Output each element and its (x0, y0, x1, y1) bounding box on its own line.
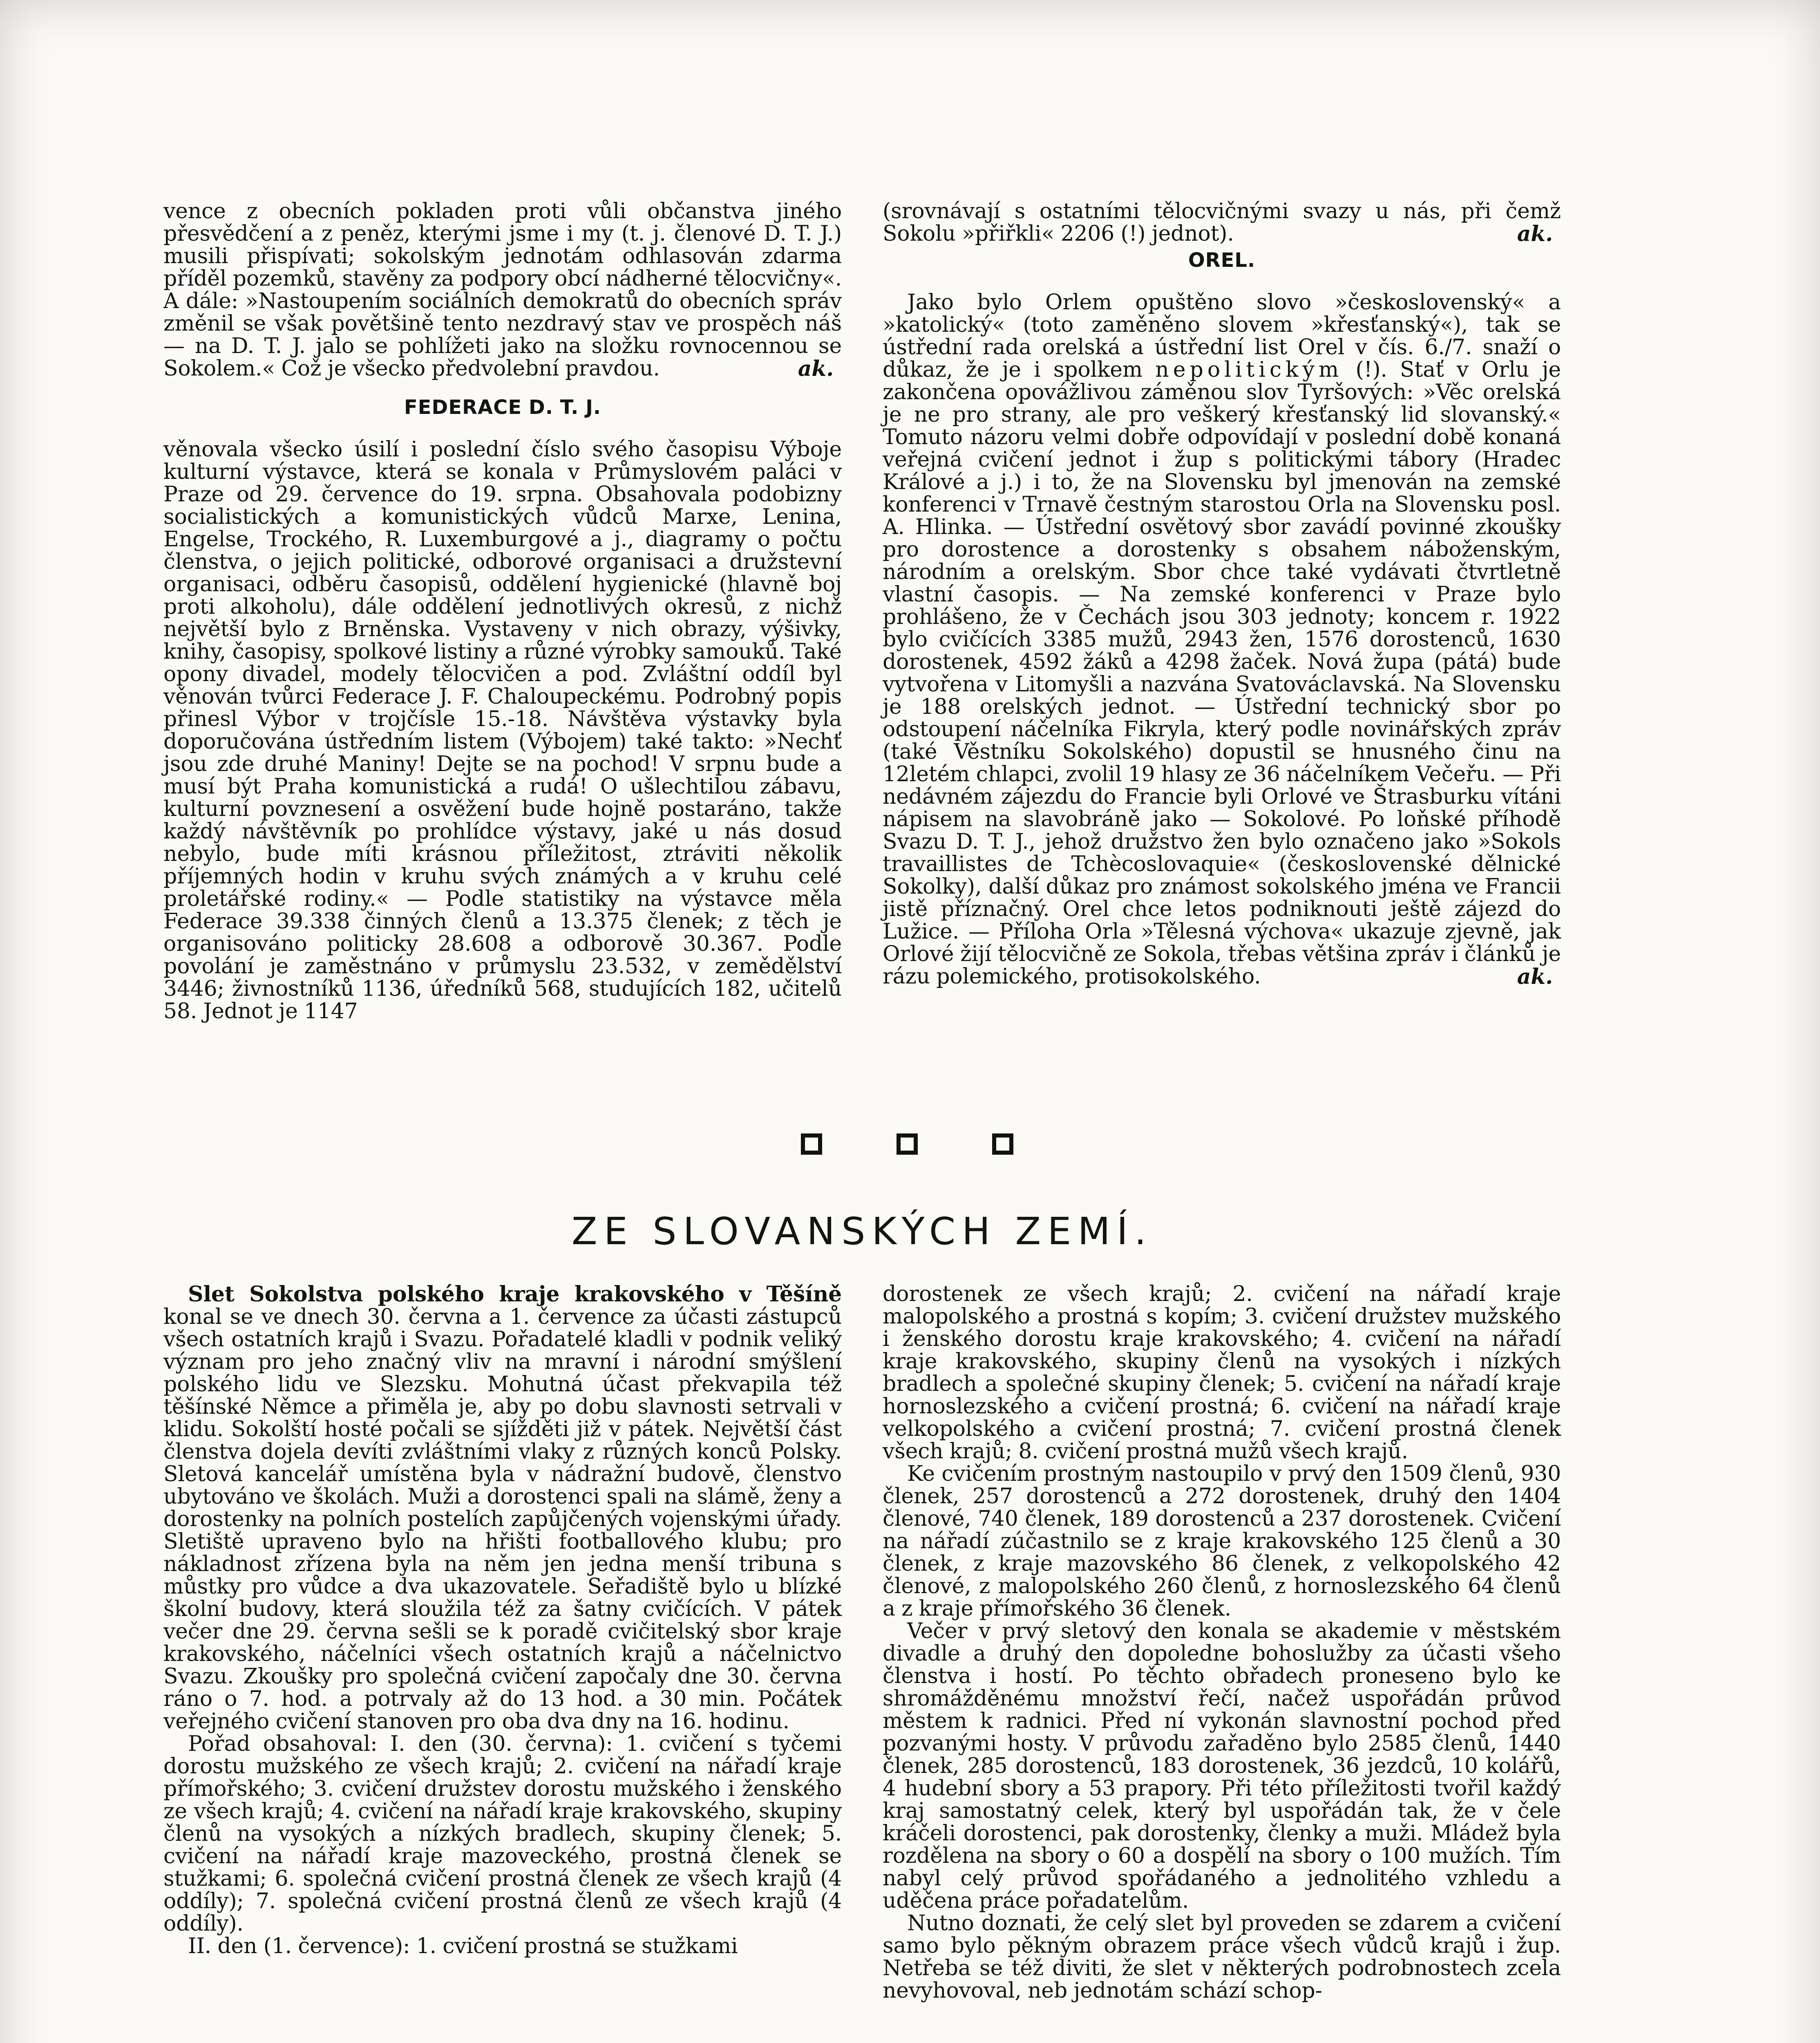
paragraph-federace-continuation: (srovnávají s ostatními tělocvičnými svazy u nás, při čemž Sokolu »přiřkli« 2206 (!) jednot). ak. (883, 199, 1561, 246)
paragraph-orel: Jako bylo Orlem opuštěno slovo »československý« a »katolický« (toto zaměněno slovem »křesťanský«), tak se ústřední rada orelská a ústřední list Orel v čís. 6./7. snaží o důkaz, že je i spolkem nepolitickým (!). Stať v Orlu je zakončena opovážlivou záměnou slov Tyršových: »Věc orelská je ne pro strany, ale pro veškerý křesťanský lid slovanský.« Tomuto názoru velmi dobře odpovídají v poslední době konaná veřejná cvičení jednot i žup s politickými tábory (Hradec Králové a j.) i to, že na Slovensku byl jmenován na zemské konferenci v Trnavě čestným starostou Orla na Slovensku posl. A. Hlinka. — Ústřední osvětový sbor zavádí povinné zkoušky pro dorostence a dorostenky s obsahem náboženským, národním a orelským. Sbor chce také vydávati čtvrtletně vlastní časopis. — Na zemské konferenci v Praze bylo prohlášeno, že v Čechách jsou 303 jednoty; koncem r. 1922 bylo cvičících 3385 mužů, 2943 žen, 1576 dorostenců, 1630 dorostenek, 4592 žáků a 4298 žaček. Nová župa (pátá) bude vytvořena v Litomyšli a nazvána Svatováclavská. Na Slovensku je 188 orelských jednot. — Ústřední technický sbor po odstoupení náčelníka Fikryla, který podle novinářských zpráv (také Věstníku Sokolského) dopustil se hnusného činu na 12letém chlapci, zvolil 19 hlasy ze 36 náčelníkem Večeřu. — Při nedávném zájezdu do Francie byli Orlové ve Štrasburku vítáni nápisem na slavobráně jako — Sokolové. Po loňské příhodě Svazu D. T. J., jehož družstvo žen bylo označeno jako »Sokols travaillistes de Tchècoslovaquie« (československé dělnické Sokolky), další důkaz pro známost sokolského jména ve Francii jistě příznačný. Orel chce letos podniknouti ještě zájezd do Lužice. — Příloha Orla »Tělesná výchova« ukazuje zjevně, jak Orlové žijí tělocvičně ze Sokola, třebas většina zpráv i článků je rázu polemického, protisokolského. ak. (883, 290, 1561, 989)
author-signature: ak. (1517, 221, 1553, 246)
paragraph-federace: věnovala všecko úsilí i poslední číslo svého časopisu Výboje kulturní výstavce, která se konala v Průmyslovém paláci v Praze od 29. července do 19. srpna. Obsahovala podobizny socialistických a komunistických vůdců Marxe, Lenina, Engelse, Trockého, R. Luxemburgové a j., diagramy o počtu členstva, o jejich politické, odborové organisaci a družstevní organisaci, odběru časopisů, oddělení hygienické (hlavně boj proti alkoholu), dále oddělení jednotlivých okresů, z nichž největší bylo z Brněnska. Vystaveny v nich obrazy, výšivky, knihy, časopisy, spolkové listiny a různé výrobky samouků. Také opony divadel, modely tělocvičen a pod. Zvláštní oddíl byl věnován tvůrci Federace J. F. Chaloupeckému. Podrobný popis přinesl Výbor v trojčísle 15.-18. Návštěva výstavky byla doporučována ústředním listem (Výbojem) také takto: »Nechť jsou zde druhé Maniny! Dejte se na pochod! V srpnu bude a musí být Praha komunistická a rudá! O ušlechtilou zábavu, kulturní povznesení a osvěžení bude hojně postaráno, takže každý návštěvník po prohlídce výstavy, jaké u nás dosud nebylo, bude míti krásnou příležitost, ztráviti několik příjemných hodin v kruhu svých známých a v kruhu celé proletářské rodiny.« — Podle statistiky na výstavce měla Federace 39.338 činných členů a 13.375 členek; z těch je organisováno politicky 28.608 a odborově 30.367. Podle povolání je zaměstnáno v průmyslu 23.532, v zemědělství 3446; živnostníků 1136, úředníků 568, studujících 182, učitelů 58. Jednot je 1147 (163, 437, 842, 1024)
paragraph-participants: Ke cvičením prostným nastoupilo v prvý den 1509 členů, 930 členek, 257 dorostenců a 272 dorostenek, druhý den 1404 členové, 740 členek, 189 dorostenců a 237 dorostenek. Cvičení na nářadí zúčastnilo se z kraje krakovského 125 členů a 30 členek, z kraje mazovského 86 členek, z velkopolského 42 členové, z malopolského 260 členů, z hornoslezského 64 členů a z kraje přímořského 36 členek. (883, 1462, 1561, 1621)
column-top-right (883, 200, 1561, 988)
paragraph-program-day-two: II. den (1. července): 1. cvičení prostná se stužkami (188, 1934, 738, 1958)
spaced-emphasis: nepolitickým (1155, 358, 1343, 382)
square-ornament (801, 1133, 822, 1155)
subheading-federace: FEDERACE D. T. J. (404, 396, 601, 419)
square-ornament (897, 1133, 918, 1155)
article-lead: Slet Sokolstva polského kraje krakovského v Těšíně (188, 1282, 842, 1307)
paragraph-evening-procession: Večer v prvý sletový den konala se akademie v městském divadle a druhý den dopoledne bohoslužby za účasti všeho členstva i hostí. Po těchto obřadech proneseno bylo ke shromážděnému množství řečí, načež uspořádán průvod městem k radnici. Před ní vykonán slavnostní pochod před pozvanými hosty. V průvodu zařaděno bylo 2585 členů, 1440 členek, 285 dorostenců, 183 dorostenek, 36 jezdců, 10 kolářů, 4 hudební sbory a 53 prapory. Při této příležitosti tvořil každý kraj samostatný celek, který byl uspořádán tak, že v čele kráčeli dorostenci, pak dorostenky, členky a muži. Mládež byla rozdělena na sbory o 60 a dospělí na sbory o 100 mužích. Tím nabyl celý průvod spořádaného a jednolitého vzhledu a uděčena práce pořadatelům. (883, 1619, 1561, 1913)
column-top-left (163, 200, 842, 1023)
paragraph-slet-intro: Slet Sokolstva polského kraje krakovského v Těšíně konal se ve dnech 30. června a 1. července za účasti zástupců všech ostatních krajů i Svazu. Pořadatelé kladli v podnik veliký význam pro jeho značný vliv na mravní i národní smýšlení polského lidu ve Slezsku. Mohutná účast překvapila též těšínské Němce a přiměla je, aby po dobu slavnosti setrvali v klidu. Sokolští hosté počali se sjížděti již v pátek. Největší část členstva dojela devíti zvláštními vlaky z různých konců Polsky. Sletová kancelář umístěna byla v nádražní budově, členstvo ubytováno ve školách. Muži a dorostenci spali na slámě, ženy a dorostenky na polních postelích zapůjčených vojenskými úřady. Sletiště upraveno bylo na hřišti footballového klubu; pro nákladnost zřízena byla na něm jen jedna menší tribuna s můstky pro vůdce a dva ukazovatele. Seřadiště bylo u blízké školní budovy, která sloužila též za šatny cvičících. V pátek večer dne 29. června sešli se k poradě cvičitelský sbor kraje krakovského, náčelníci všech ostatních krajů a náčelnictvo Svazu. Zkoušky pro společná cvičení započaly dne 30. června ráno o 7. hod. a potrvaly až do 13 hod. a 30 min. Počátek veřejného cvičení stanoven pro oba dva dny na 16. hodinu. (163, 1282, 842, 1734)
author-signature: ak. (798, 356, 834, 381)
paragraph-program-continuation: dorostenek ze všech krajů; 2. cvičení na nářadí kraje malopolského a prostná s kopím; 3. cvičení družstev mužského i ženského dorostu kraje krakovského; 4. cvičení na nářadí kraje krakovského, skupiny členů na vysokých i nízkých bradlech a společné skupiny členek; 5. cvičení na nářadí kraje hornoslezského a cvičení prostná; 6. cvičení na nářadí kraje velkopolského a cvičení prostná; 7. cvičení prostná členek všech krajů; 8. cvičení prostná mužů všech krajů. (883, 1282, 1561, 1464)
section-title: ZE SLOVANSKÝCH ZEMÍ. (571, 1209, 1153, 1253)
paragraph-program-day-one: Pořad obsahoval: I. den (30. června): 1. cvičení s tyčemi dorostu mužského ze všech krajů; 2. cvičení na nářadí kraje přímořského; 3. cvičení družstev dorostu mužského i ženského ze všech krajů; 4. cvičení na nářadí kraje krakovského, skupiny členů na vysokých a nízkých bradlech, skupiny členek; 5. cvičení na nářadí kraje mazoveckého, prostná členek se stužkami; 6. společná cvičení prostná členek ze všech krajů (4 oddíly); 7. společná cvičení prostná členů ze všech krajů (4 oddíly). (163, 1732, 842, 1936)
paragraph-d-t-j-continuation: vence z obecních pokladen proti vůli občanstva jiného přesvědčení a z peněz, kterými jsme i my (t. j. členové D. T. J.) musili přispívati; sokolským jednotám odhlasován zdarma příděl pozemků, stavěny za podpory obcí nádherné tělocvičny«. A dále: »Nastoupením sociálních demokratů do obecních správ změnil se však povětšině tento nezdravý stav ve prospěch náš — na D. T. J. jalo se pohlížeti jako na složku rovnocennou se Sokolem.« Což je všecko předvolební pravdou. ak. (163, 199, 842, 381)
author-signature: ak. (1517, 964, 1553, 989)
square-ornament (992, 1133, 1013, 1155)
column-bottom-left (163, 1283, 842, 1958)
paragraph-conclusion: Nutno doznati, že celý slet byl proveden se zdarem a cvičení samo bylo pěkným obrazem práce všech vůdců krajů i žup. Netřeba se též diviti, že slet v některých podrobnostech zcela nevyhovoval, neb jednotám schází schop- (883, 1911, 1561, 2003)
column-bottom-right (883, 1283, 1561, 2002)
subheading-orel: OREL. (1188, 249, 1256, 272)
section-separator (801, 1128, 1013, 1160)
